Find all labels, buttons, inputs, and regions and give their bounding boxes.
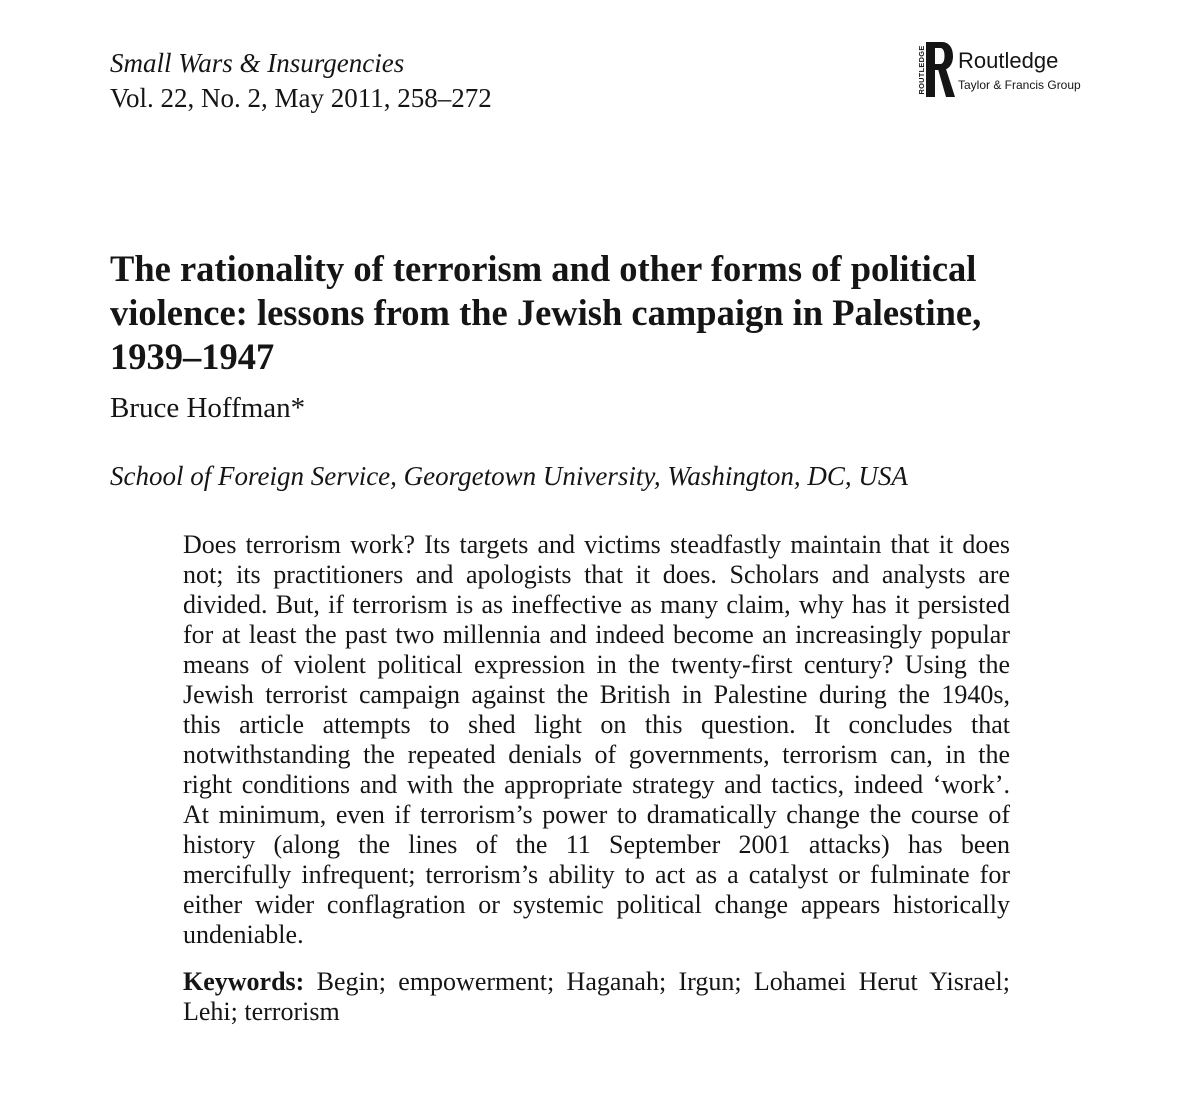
abstract — [183, 530, 1010, 950]
author-affiliation: School of Foreign Service, Georgetown University, Washington, DC, USA — [110, 461, 908, 491]
abstract-line: either wider conflagration or systemic political change appears historically — [183, 890, 1010, 919]
title-line: violence: lessons from the Jewish campaign in Palestine, — [110, 292, 982, 333]
abstract-line: this article attempts to shed light on this question. It concludes that — [183, 710, 1010, 739]
article-author: Bruce Hoffman* — [110, 392, 306, 424]
publisher-name: Routledge — [958, 48, 1059, 73]
logo-r-leg — [938, 69, 955, 97]
routledge-logo-icon — [914, 40, 958, 100]
journal-name: Small Wars & Insurgencies — [110, 48, 405, 78]
journal-header — [110, 46, 492, 116]
abstract-line: for at least the past two millennia and indeed become an increasingly popular — [183, 620, 1010, 649]
title-line: 1939–1947 — [110, 336, 275, 377]
title-line: The rationality of terrorism and other forms of political — [110, 248, 977, 289]
abstract-line: Does terrorism work? Its targets and victims steadfastly maintain that it does — [183, 530, 1010, 559]
abstract-line: divided. But, if terrorism is as ineffective as many claim, why has it persisted — [183, 590, 1010, 619]
logo-r-stem — [926, 42, 935, 97]
logo-r-bowl — [935, 42, 953, 70]
keywords-label: Keywords: — [183, 967, 305, 996]
abstract-line: means of violent political expression in the twenty-first century? Using the — [183, 650, 1010, 679]
keywords — [183, 967, 1010, 1027]
journal-issue: Vol. 22, No. 2, May 2011, 258–272 — [110, 83, 492, 113]
publisher-group: Taylor & Francis Group — [958, 78, 1081, 92]
keywords-line — [183, 967, 1010, 997]
article-title — [110, 247, 1110, 379]
abstract-line: Jewish terrorist campaign against the British in Palestine during the 1940s, — [183, 680, 1010, 709]
keywords-text: Begin; empowerment; Haganah; Irgun; Lohamei Herut Yisrael; — [316, 967, 1010, 996]
abstract-line: At minimum, even if terrorism’s power to dramatically change the course of — [183, 800, 1010, 829]
abstract-line: right conditions and with the appropriate strategy and tactics, indeed ‘work’. — [183, 770, 1010, 799]
abstract-line: not; its practitioners and apologists that it does. Scholars and analysts are — [183, 560, 1010, 589]
abstract-line: notwithstanding the repeated denials of governments, terrorism can, in the — [183, 740, 1010, 769]
abstract-line: mercifully infrequent; terrorism’s ability to act as a catalyst or fulminate for — [183, 860, 1010, 889]
keywords-line: Lehi; terrorism — [183, 997, 340, 1026]
abstract-line: undeniable. — [183, 920, 304, 949]
abstract-line: history (along the lines of the 11 September 2001 attacks) has been — [183, 830, 1010, 859]
logo-vertical-text: ROUTLEDGE — [917, 45, 926, 95]
